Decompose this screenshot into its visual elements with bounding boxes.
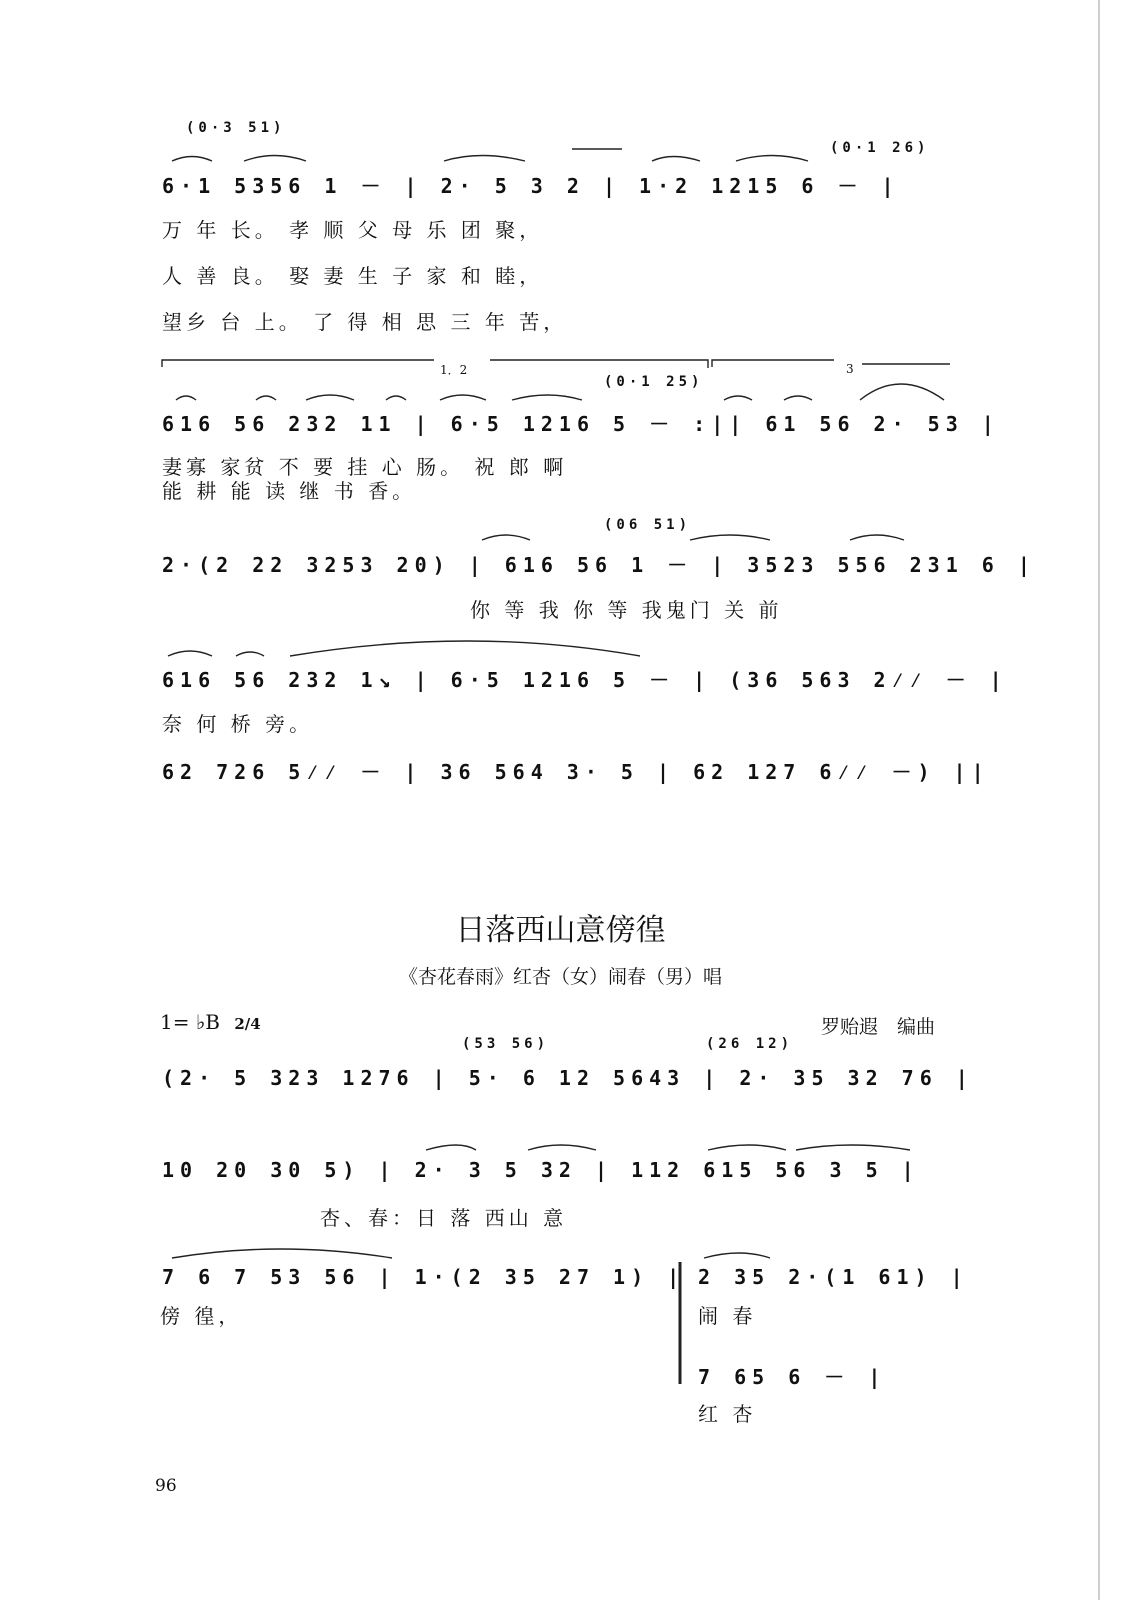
volta-bracket: [162, 360, 434, 367]
slur: [528, 1145, 596, 1150]
notation-line: 6·1 5356 1 － | 2· 5 3 2 | 1·2 1215 6 － |: [162, 174, 900, 198]
grace-notes: (0·1 25): [604, 374, 704, 390]
volta-bracket: [490, 360, 708, 368]
slur: [236, 652, 264, 656]
composer-credit: 罗贻遐 编曲: [820, 1016, 935, 1038]
notation-line-lower: 7 65 6 － |: [698, 1365, 887, 1389]
notation-line: 10 20 30 5) | 2· 3 5 32 | 112 615 56 3 5 |: [162, 1158, 920, 1182]
slur: [704, 1253, 770, 1258]
slur: [256, 396, 276, 400]
lyric-line-upper: 闹 春: [698, 1304, 757, 1328]
lyric-line-lower: 红 杏: [698, 1402, 757, 1426]
slur: [386, 396, 406, 400]
lyric-line: 望乡 台 上。 了 得 相 思 三 年 苦，: [162, 310, 568, 334]
slur: [168, 651, 212, 656]
song-subtitle: 《杏花春雨》红杏（女）闹春（男）唱: [398, 966, 722, 988]
grace-notes: (0·1 26): [830, 140, 930, 156]
slur: [724, 396, 752, 400]
notation-line: (2· 5 323 1276 | 5· 6 12 5643 | 2· 35 32 76 |: [162, 1066, 974, 1090]
slur: [440, 395, 486, 400]
slur: [736, 156, 808, 162]
slur: [796, 1145, 910, 1150]
slur: [690, 535, 770, 540]
volta-bracket: [712, 360, 834, 367]
notation-line: 62 726 5⁄⁄ － | 36 564 3· 5 | 62 127 6⁄⁄ －) ||: [162, 760, 990, 784]
slur: [172, 157, 212, 162]
slur: [850, 535, 904, 540]
notation-line: 616 56 232 11 | 6·5 1216 5 － :|| 61 56 2· 53 |: [162, 412, 1000, 436]
slur: [290, 641, 640, 656]
slur: [512, 395, 582, 400]
key-label: 1= ♭B: [160, 1010, 220, 1034]
lyric-line: 人 善 良。 娶 妻 生 子 家 和 睦，: [162, 264, 544, 288]
slur: [482, 535, 530, 540]
song-title: 日落西山意傍徨: [455, 913, 666, 948]
lyric-line: 傍 徨，: [160, 1304, 243, 1328]
lyric-line: 奈 何 桥 旁。: [162, 712, 314, 736]
slur: [784, 396, 812, 400]
lyric-line: 妻寡 家贫 不 要 挂 心 肠。 祝 郎 啊: [162, 455, 568, 479]
slur: [444, 156, 525, 162]
slur: [176, 396, 196, 400]
page-number: 96: [155, 1476, 177, 1496]
volta-label: 3: [846, 362, 854, 376]
volta-label: 1．2: [440, 363, 468, 377]
lyric-line: 能 耕 能 读 继 书 香。: [162, 479, 417, 503]
lyric-line: 你 等 我 你 等 我鬼门 关 前: [470, 598, 783, 622]
lyric-line: 杏、春：日 落 西山 意: [320, 1206, 568, 1230]
grace-notes: (53 56): [462, 1036, 550, 1052]
notation-line-upper: 2 35 2·(1 61) |: [698, 1265, 969, 1289]
slur: [244, 156, 306, 162]
grace-notes: (06 51): [604, 517, 692, 533]
lyric-line: 万 年 长。 孝 顺 父 母 乐 团 聚，: [162, 218, 544, 242]
slur: [708, 1145, 786, 1150]
slur: [652, 157, 700, 162]
notation-line: 616 56 232 1↘ | 6·5 1216 5 － | (36 563 2⁄⁄ － |: [162, 668, 1008, 692]
notation-line: 7 6 7 53 56 | 1·(2 35 27 1) |: [162, 1265, 686, 1289]
slur: [306, 395, 354, 400]
slur: [860, 384, 944, 400]
slur: [172, 1249, 392, 1258]
time-signature: 2/4: [234, 1015, 261, 1033]
notation-line: 2·(2 22 3253 20) | 616 56 1 － | 3523 556 231 6 |: [162, 553, 1036, 577]
slur: [426, 1145, 476, 1150]
grace-notes: (26 12): [706, 1036, 794, 1052]
grace-notes: (0·3 51): [186, 120, 286, 136]
